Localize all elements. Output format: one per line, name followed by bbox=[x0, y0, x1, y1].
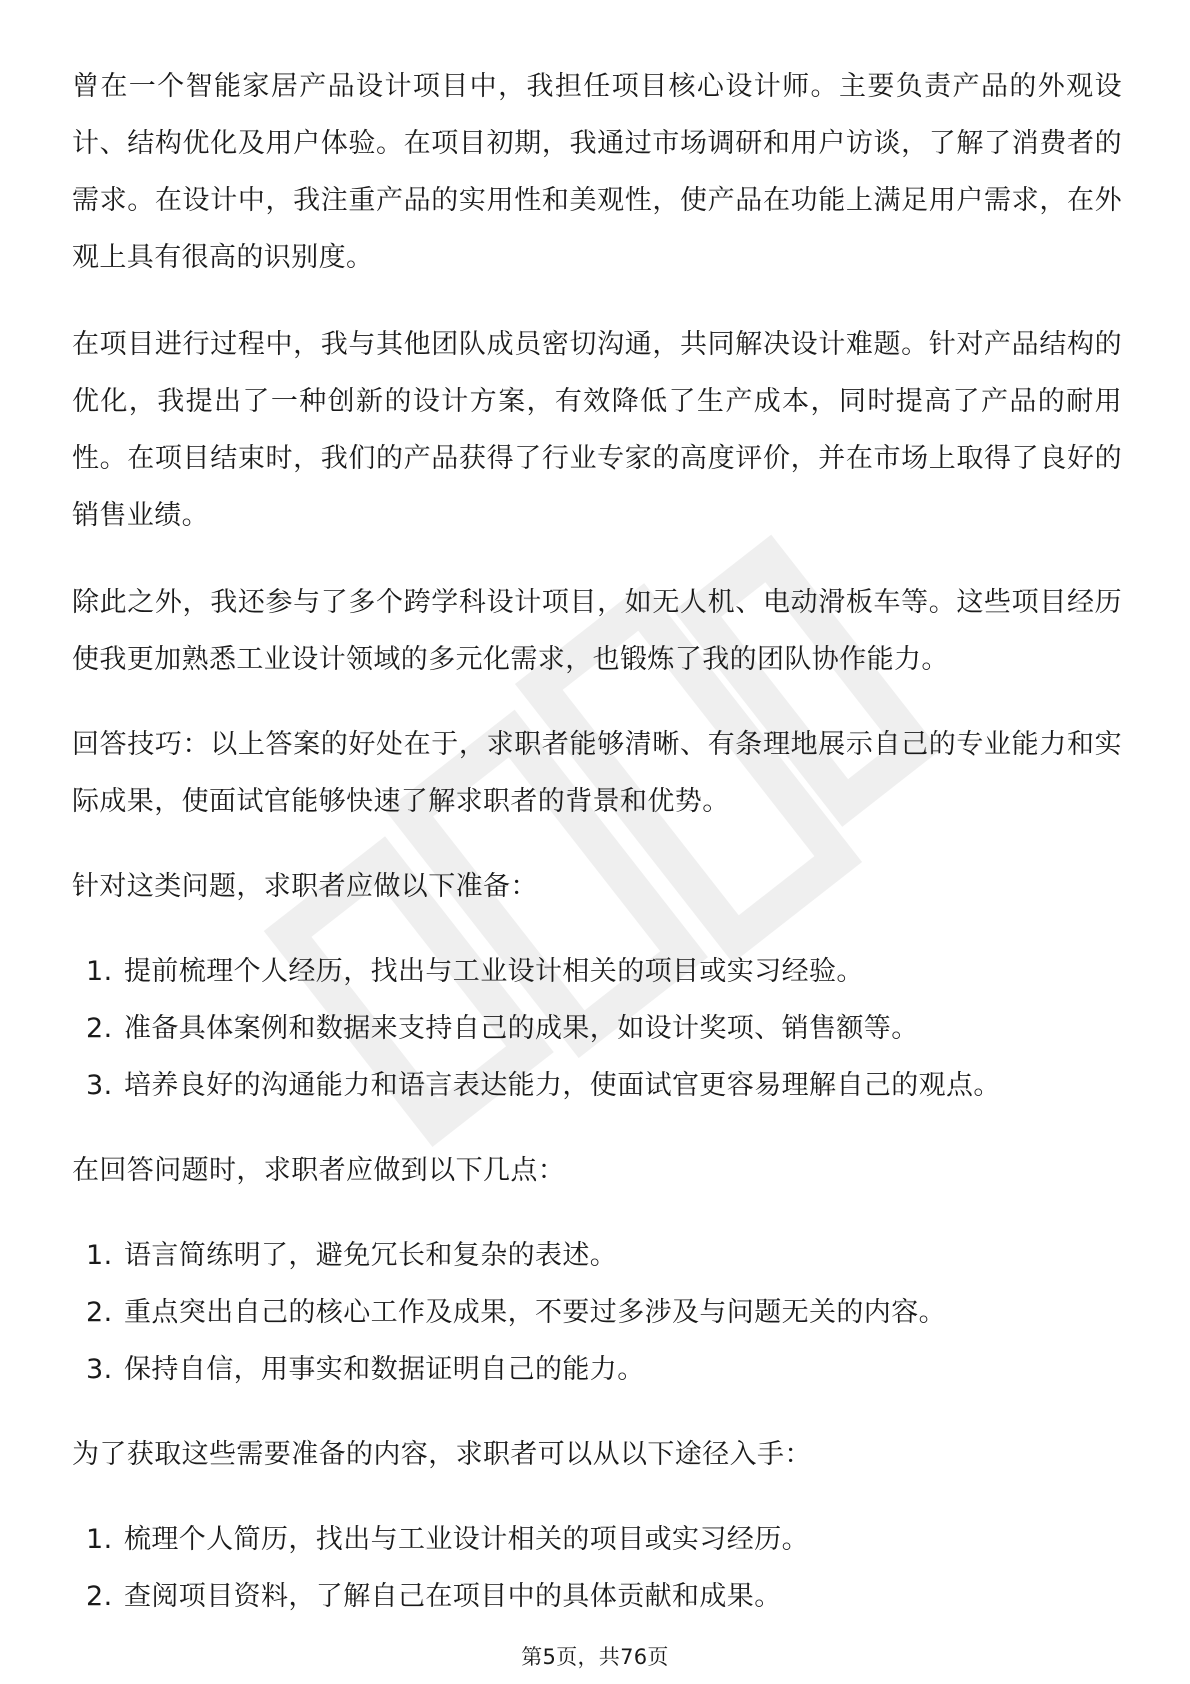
document-body bbox=[72, 58, 1122, 1653]
list-sources bbox=[72, 1511, 1122, 1625]
list-text: 梳理个人简历，找出与工业设计相关的项目或实习经历。 bbox=[124, 1524, 809, 1555]
list-number: 2. bbox=[86, 1013, 113, 1044]
list-text: 培养良好的沟通能力和语言表达能力，使面试官更容易理解自己的观点。 bbox=[124, 1070, 1001, 1101]
list-number: 3. bbox=[86, 1070, 113, 1101]
list-number: 1. bbox=[86, 1524, 113, 1555]
list-text: 重点突出自己的核心工作及成果，不要过多涉及与问题无关的内容。 bbox=[124, 1297, 946, 1328]
paragraph-project-process: 在项目进行过程中，我与其他团队成员密切沟通，共同解决设计难题。针对产品结构的优化，我提出了一种创新的设计方案，有效降低了生产成本，同时提高了产品的耐用性。在项目结束时，我们的产品获得了行业专家的高度评价，并在市场上取得了良好的销售业绩。 bbox=[72, 329, 1122, 531]
list-preparation bbox=[72, 943, 1122, 1114]
paragraph-project-intro: 曾在一个智能家居产品设计项目中，我担任项目核心设计师。主要负责产品的外观设计、结构优化及用户体验。在项目初期，我通过市场调研和用户访谈，了解了消费者的需求。在设计中，我注重产品的实用性和美观性，使产品在功能上满足用户需求，在外观上具有很高的识别度。 bbox=[72, 71, 1122, 273]
paragraph-other-projects: 除此之外，我还参与了多个跨学科设计项目，如无人机、电动滑板车等。这些项目经历使我更加熟悉工业设计领域的多元化需求，也锻炼了我的团队协作能力。 bbox=[72, 587, 1122, 675]
list-number: 1. bbox=[86, 1240, 113, 1271]
list-item bbox=[72, 1000, 1122, 1057]
list-text: 准备具体案例和数据来支持自己的成果，如设计奖项、销售额等。 bbox=[124, 1013, 919, 1044]
list-text: 保持自信，用事实和数据证明自己的能力。 bbox=[124, 1354, 645, 1385]
list-text: 查阅项目资料，了解自己在项目中的具体贡献和成果。 bbox=[124, 1581, 782, 1612]
paragraph-sources-heading: 为了获取这些需要准备的内容，求职者可以从以下途径入手： bbox=[72, 1439, 812, 1470]
list-item bbox=[72, 1284, 1122, 1341]
list-number: 2. bbox=[86, 1297, 113, 1328]
list-answer-points bbox=[72, 1227, 1122, 1398]
list-number: 1. bbox=[86, 956, 113, 987]
paragraph-answer-heading: 在回答问题时，求职者应做到以下几点： bbox=[72, 1155, 566, 1186]
paragraph-answer-tips: 回答技巧：以上答案的好处在于，求职者能够清晰、有条理地展示自己的专业能力和实际成果，使面试官能够快速了解求职者的背景和优势。 bbox=[72, 729, 1122, 817]
list-item bbox=[72, 943, 1122, 1000]
page-number-footer: 第5页，共76页 bbox=[521, 1645, 669, 1669]
list-item bbox=[72, 1568, 1122, 1625]
list-number: 2. bbox=[86, 1581, 113, 1612]
list-item bbox=[72, 1511, 1122, 1568]
list-item bbox=[72, 1227, 1122, 1284]
list-item bbox=[72, 1341, 1122, 1398]
list-number: 3. bbox=[86, 1354, 113, 1385]
paragraph-prepare-heading: 针对这类问题，求职者应做以下准备： bbox=[72, 871, 538, 902]
list-item bbox=[72, 1057, 1122, 1114]
list-text: 语言简练明了，避免冗长和复杂的表述。 bbox=[124, 1240, 618, 1271]
list-text: 提前梳理个人经历，找出与工业设计相关的项目或实习经验。 bbox=[124, 956, 864, 987]
